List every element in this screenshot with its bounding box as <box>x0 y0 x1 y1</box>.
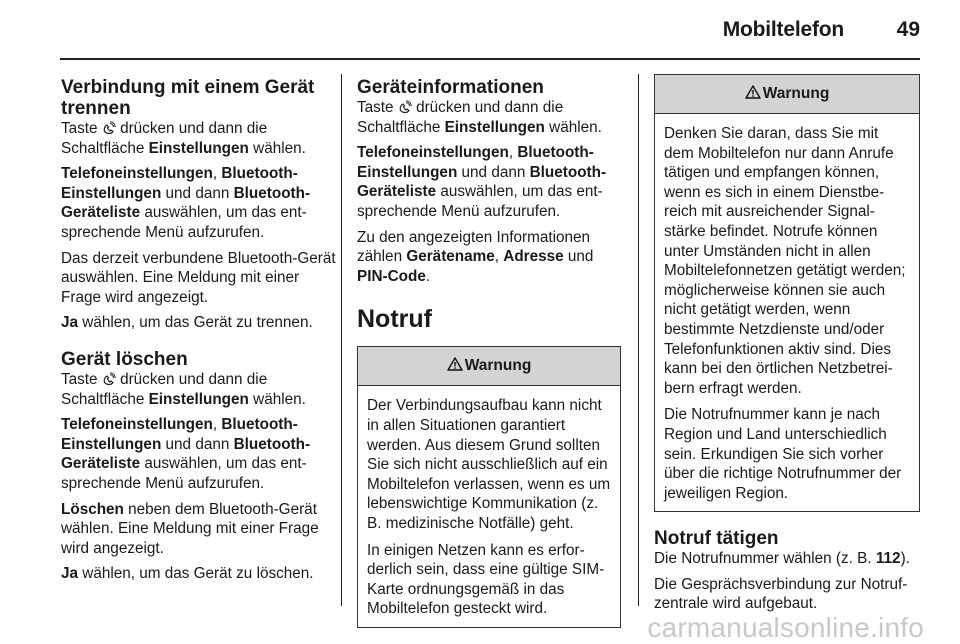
page-header-title: Mobiltelefon <box>722 18 844 41</box>
warning-box <box>357 346 621 628</box>
page-number: 49 <box>896 18 920 41</box>
bold-term: Telefoneinstellungen <box>61 416 213 434</box>
text: auswählen, um das entsprechende Menü aufzurufen. <box>61 204 307 241</box>
text: wählen. <box>253 139 306 157</box>
column-1 <box>61 74 336 590</box>
bold-term: Telefoneinstellungen <box>61 165 213 183</box>
text: ). <box>900 550 910 568</box>
bold-term: Ja <box>61 565 79 583</box>
bold-term: Bluetooth-Geräteliste <box>61 435 311 473</box>
paragraph <box>357 228 621 287</box>
warning-body <box>655 114 919 511</box>
warning-paragraph: Der Verbindungsaufbau kann nicht in allen Situationen garantiert werden. Aus diesem Grund sollten Sie sich nicht ausschließlich auf ein Mobiltelefon verlassen, wenn es um lebenswichtige Kommunikation (z. B. medizinische Notfälle) geht. <box>367 397 611 532</box>
text: , <box>212 165 218 183</box>
text: und dann <box>165 435 230 453</box>
phone-key-icon <box>398 100 412 114</box>
warning-body <box>358 386 620 627</box>
text: Die Notrufnummer wählen (z. B. <box>654 550 872 568</box>
warning-triangle-icon <box>745 85 761 99</box>
bold-term: Bluetooth-Geräteliste <box>357 163 607 201</box>
bold-term: Bluetooth-Einstellungen <box>61 165 298 202</box>
text: wählen. <box>253 390 306 408</box>
warning-box <box>654 74 920 512</box>
paragraph <box>61 164 336 242</box>
bold-term: PIN-Code <box>357 267 426 285</box>
bold-term: 112 <box>875 550 901 568</box>
warning-triangle-icon <box>447 357 463 371</box>
text: auswählen, um das entsprechende Menü aufzurufen. <box>357 183 603 220</box>
paragraph <box>61 564 336 584</box>
bold-term: Gerätename <box>406 248 495 266</box>
section-heading-device-info: Geräteinformationen <box>357 77 544 98</box>
section-heading-make-emergency-call: Notruf tätigen <box>654 528 779 550</box>
bold-term: Löschen <box>61 500 124 518</box>
paragraph <box>357 143 621 221</box>
warning-paragraph: Denken Sie daran, dass Sie mit dem Mobiltelefon nur dann Anrufe tätigen und empfangen können, wenn es sich in einem Dienstbereich mit ausreichender Signalstärke befindet. Notrufe können unter Umständen nicht in allen Mobiltelefonnetzen getätigt werden; möglicherweise können sie auch nicht getätigt werden, wenn bestimmte Netzdienste und/oder Telefonfunktionen aktiv sind. Dies kann bei den örtlichen Netzbetreibern erfragt werden. <box>664 125 906 397</box>
phone-key-icon <box>102 372 116 386</box>
bold-term: Einstellungen <box>444 118 545 136</box>
text: wählen. <box>549 118 602 136</box>
column-divider-1 <box>341 74 342 606</box>
text: , <box>508 144 514 162</box>
text: und <box>567 248 594 266</box>
column-divider-2 <box>638 74 639 606</box>
warning-label: Warnung <box>464 357 532 375</box>
warning-header <box>358 347 620 386</box>
paragraph: Das derzeit verbundene Bluetooth-Gerät auswählen. Eine Meldung mit einer Frage wird angezeigt. <box>61 249 336 306</box>
text: Taste <box>61 120 98 137</box>
warning-label: Warnung <box>762 85 830 102</box>
text: wählen, um das Gerät zu trennen. <box>82 314 313 332</box>
text: wählen, um das Gerät zu löschen. <box>82 565 314 583</box>
paragraph <box>61 119 336 158</box>
bold-term: Einstellungen <box>148 390 249 408</box>
column-2 <box>357 74 621 628</box>
bold-term: Ja <box>61 314 79 332</box>
text: drücken und dann die Schaltfläche <box>61 370 268 408</box>
phone-key-icon <box>102 121 116 135</box>
text: Taste <box>357 99 394 116</box>
bold-term: Telefoneinstellungen <box>357 144 509 162</box>
bold-term: Bluetooth-Einstellungen <box>357 144 594 181</box>
text: Zu den angezeigten Informationen zählen <box>357 228 591 266</box>
text: , <box>494 248 500 266</box>
bold-term: Bluetooth-Einstellungen <box>61 416 298 453</box>
text: , <box>212 416 218 434</box>
text: und dann <box>461 163 526 181</box>
header-divider <box>60 58 920 60</box>
section-heading-emergency: Notruf <box>357 305 432 334</box>
text: neben dem Bluetooth-Gerät wählen. Eine Meldung mit einer Frage wird angezeigt. <box>61 500 319 557</box>
paragraph <box>61 313 336 333</box>
paragraph <box>61 415 336 493</box>
text: drücken und dann die Schaltfläche <box>61 120 268 157</box>
warning-paragraph: In einigen Netzen kann es erforderlich sein, dass eine gültige SIM-Karte ordnungsgemäß in das Mobiltelefon gesteckt wird. <box>367 541 605 618</box>
column-3 <box>654 74 920 620</box>
paragraph: Die Gesprächsverbindung zur Notrufzentrale wird aufgebaut. <box>654 575 908 613</box>
paragraph <box>654 549 920 569</box>
bold-term: Bluetooth-Geräteliste <box>61 184 311 222</box>
text: . <box>425 267 431 285</box>
paragraph <box>61 500 336 559</box>
bold-term: Einstellungen <box>148 139 249 157</box>
section-heading-delete: Gerät löschen <box>61 348 188 370</box>
text: auswählen, um das entsprechende Menü aufzurufen. <box>61 455 307 492</box>
text: drücken und dann die Schaltfläche <box>357 99 564 136</box>
section-heading-disconnect: Verbindung mit einem Gerät trennen <box>61 77 315 119</box>
warning-paragraph: Die Notrufnummer kann je nach Region und Land unterschiedlich sein. Erkundigen Sie sich vorher über die richtige Notrufnummer der jeweiligen Region. <box>664 406 902 502</box>
paragraph <box>61 370 336 409</box>
watermark: carmanualsonline.info <box>647 612 924 643</box>
text: und dann <box>165 184 230 202</box>
warning-header <box>655 75 919 114</box>
text: Taste <box>61 370 98 388</box>
bold-term: Adresse <box>503 248 564 266</box>
paragraph <box>357 98 621 137</box>
